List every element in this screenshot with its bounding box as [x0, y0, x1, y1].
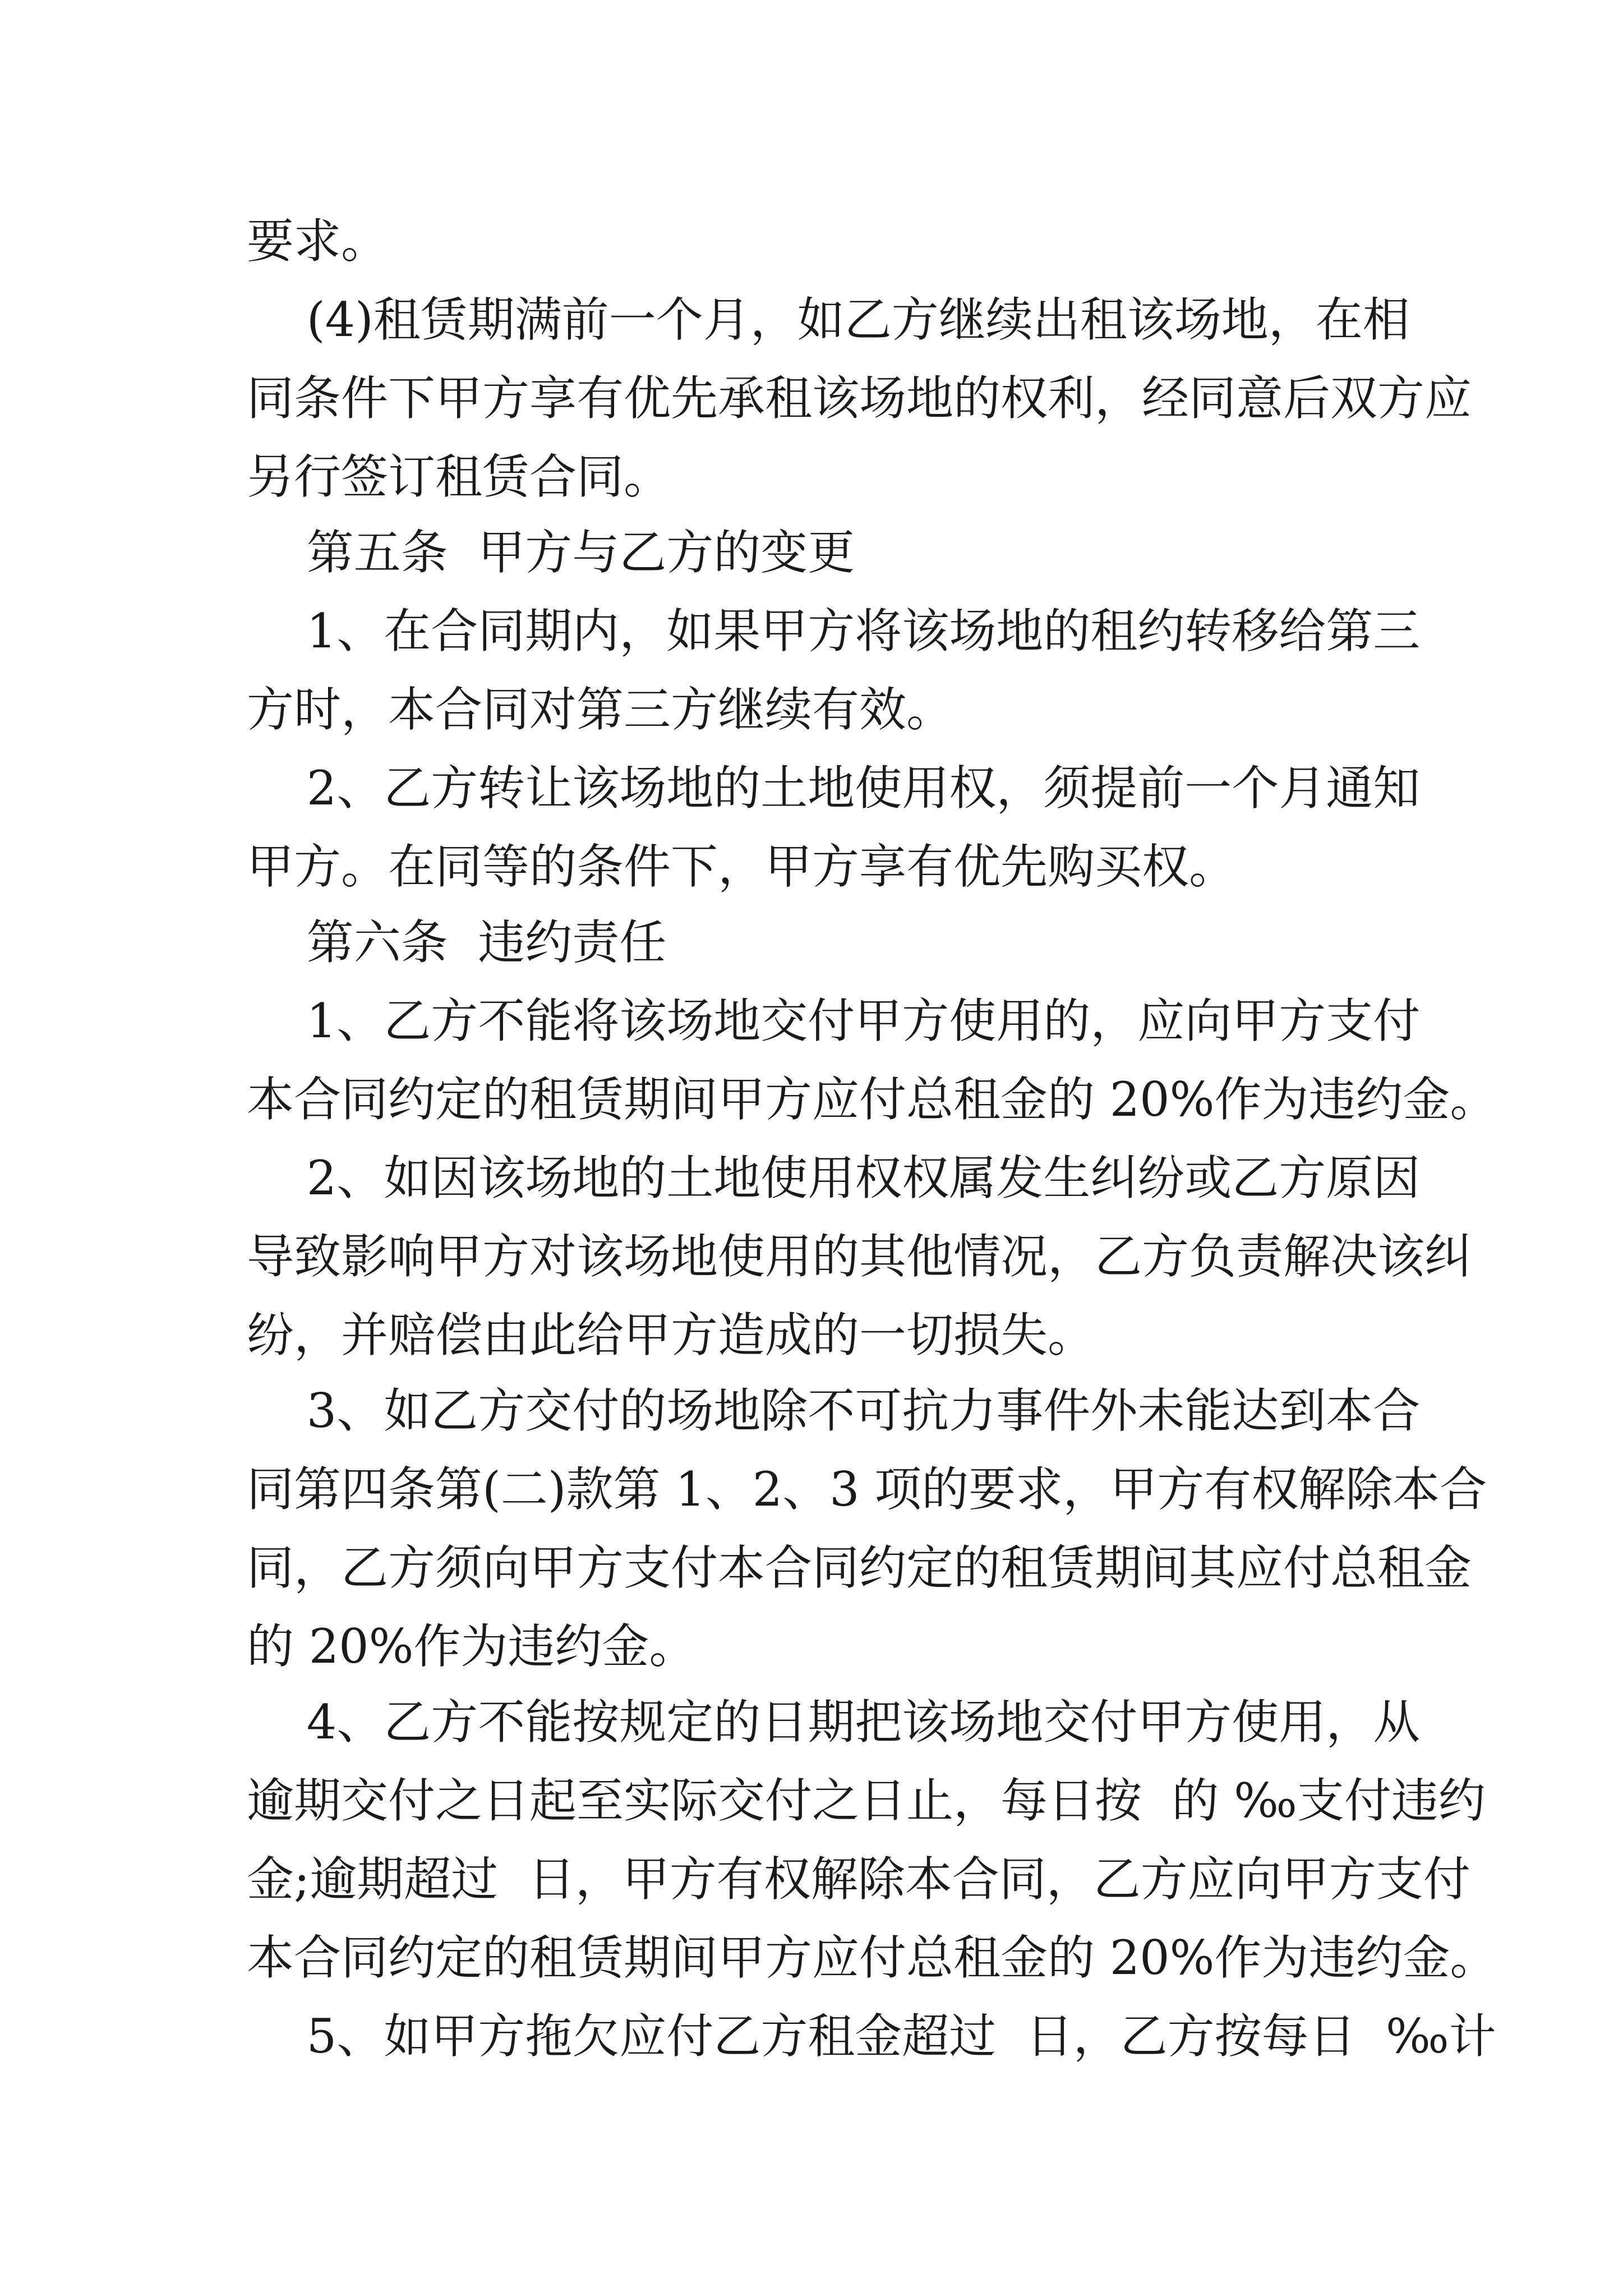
- text-line: 导致影响甲方对该场地使用的其他情况，乙方负责解决该纠: [247, 1229, 1472, 1284]
- text-line: 3、如乙方交付的场地除不可抗力事件外未能达到本合: [247, 1383, 1421, 1438]
- text-line: (4)租赁期满前一个月，如乙方继续出租该场地，在相: [247, 292, 1410, 347]
- text-line: 金;逾期超过 日，甲方有权解除本合同，乙方应向甲方支付: [247, 1852, 1470, 1907]
- text-line: 纷，并赔偿由此给甲方造成的一切损失。: [247, 1308, 1095, 1363]
- text-line: 的 20%作为违约金。: [247, 1619, 697, 1674]
- text-line: 同第四条第(二)款第 1、2、3 项的要求，甲方有权解除本合: [247, 1462, 1487, 1517]
- text-line: 另行签订租赁合同。: [247, 449, 671, 504]
- text-line: 5、如甲方拖欠应付乙方租金超过 日，乙方按每日 ‰计: [247, 2009, 1496, 2064]
- text-line: 1、在合同期内，如果甲方将该场地的租约转移给第三: [247, 604, 1421, 659]
- text-line: 甲方。在同等的条件下，甲方享有优先购买权。: [247, 839, 1237, 894]
- text-line: 方时，本合同对第三方继续有效。: [247, 682, 954, 737]
- section-heading: 第五条 甲方与乙方的变更: [247, 525, 855, 580]
- text-line: 本合同约定的租赁期间甲方应付总租金的 20%作为违约金。: [247, 1930, 1497, 1985]
- text-line: 同条件下甲方享有优先承租该场地的权利，经同意后双方应: [247, 371, 1472, 426]
- text-line: 本合同约定的租赁期间甲方应付总租金的 20%作为违约金。: [247, 1072, 1497, 1127]
- text-line: 要求。: [247, 214, 389, 269]
- text-line: 同，乙方须向甲方支付本合同约定的租赁期间其应付总租金: [247, 1540, 1472, 1595]
- text-line: 2、如因该场地的土地使用权权属发生纠纷或乙方原因: [247, 1151, 1421, 1205]
- text-line: 1、乙方不能将该场地交付甲方使用的，应向甲方支付: [247, 993, 1421, 1048]
- text-line: 4、乙方不能按规定的日期把该场地交付甲方使用，从: [247, 1695, 1421, 1750]
- text-line: 逾期交付之日起至实际交付之日止，每日按 的 ‰支付违约: [247, 1773, 1486, 1828]
- section-heading: 第六条 违约责任: [247, 915, 667, 970]
- text-line: 2、乙方转让该场地的土地使用权，须提前一个月通知: [247, 761, 1421, 816]
